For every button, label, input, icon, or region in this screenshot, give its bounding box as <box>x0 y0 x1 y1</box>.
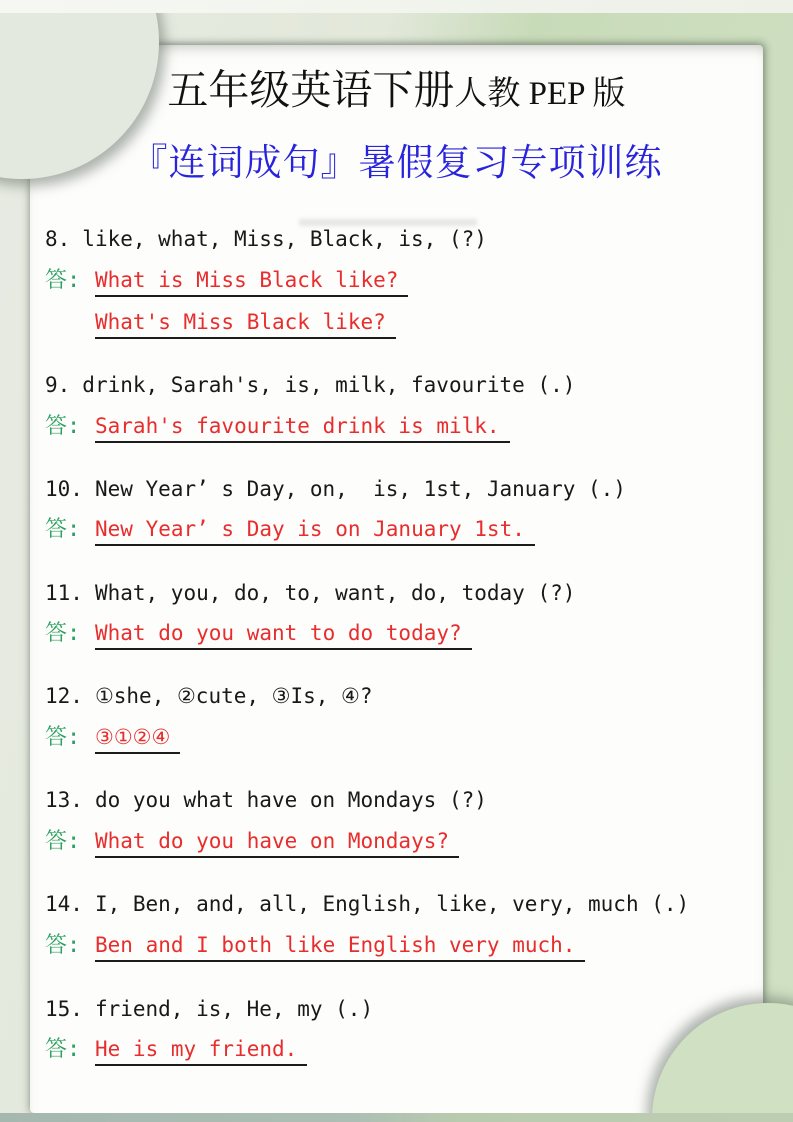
question-number: 9. <box>45 373 71 397</box>
page-title-main: 五年级英语下册 <box>167 67 455 113</box>
question-number: 13. <box>45 788 83 812</box>
answer-row-14 <box>45 933 585 958</box>
question-number: 15. <box>45 997 83 1021</box>
bottom-edge-strip <box>0 1113 793 1122</box>
answer-row-12 <box>45 725 180 750</box>
answer-text: What do you have on Mondays? <box>95 829 459 858</box>
question-line-14 <box>45 892 689 916</box>
question-text: What, you, do, to, want, do, today (?) <box>94 581 576 605</box>
question-text: like, what, Miss, Black, is, (?) <box>82 227 487 251</box>
question-number: 8. <box>45 227 71 251</box>
answer-label: 答: <box>45 725 81 750</box>
question-line-10 <box>45 477 626 501</box>
top-edge-strip <box>0 0 793 13</box>
answer-label: 答: <box>45 268 81 293</box>
answer-label: 答: <box>45 829 81 854</box>
page-subtitle: 『连词成句』暑假复习专项训练 <box>130 143 663 184</box>
page-title <box>30 57 763 116</box>
answer-text: Sarah's favourite drink is milk. <box>95 414 510 443</box>
answer-label: 答: <box>45 933 81 958</box>
answer-row-10 <box>45 517 535 542</box>
answer-row-8b <box>95 310 396 334</box>
question-number: 12. <box>45 684 83 708</box>
question-number: 14. <box>45 892 83 916</box>
answer-label: 答: <box>45 517 81 542</box>
answer-text: Ben and I both like English very much. <box>95 933 585 962</box>
question-line-8 <box>45 227 487 251</box>
question-text: New Year’ s Day, on, is, 1st, January (.) <box>94 477 626 501</box>
scan-artifact <box>299 219 477 226</box>
question-text: do you what have on Mondays (?) <box>94 788 487 812</box>
question-text: drink, Sarah's, is, milk, favourite (.) <box>82 373 576 397</box>
question-text: ①she, ②cute, ③Is, ④? <box>94 684 373 708</box>
answer-text: What do you want to do today? <box>95 621 472 650</box>
page-title-suffix: 人教 PEP 版 <box>454 76 626 112</box>
question-line-15 <box>45 997 373 1021</box>
question-line-13 <box>45 788 487 812</box>
answer-row-15 <box>45 1037 307 1062</box>
answer-row-9 <box>45 414 510 439</box>
answer-row-13 <box>45 829 459 854</box>
question-text: friend, is, He, my (.) <box>94 997 374 1021</box>
question-number: 11. <box>45 581 83 605</box>
answer-label: 答: <box>45 414 81 439</box>
answer-row-11 <box>45 621 472 646</box>
question-line-9 <box>45 373 575 397</box>
answer-row-8a <box>45 268 408 293</box>
question-line-12 <box>45 684 373 708</box>
question-number: 10. <box>45 477 83 501</box>
question-text: I, Ben, and, all, English, like, very, much (.) <box>94 892 690 916</box>
question-line-11 <box>45 581 575 605</box>
answer-text: He is my friend. <box>95 1037 307 1066</box>
answer-label: 答: <box>45 1037 81 1062</box>
answer-label: 答: <box>45 621 81 646</box>
answer-text: New Year’ s Day is on January 1st. <box>95 517 535 546</box>
answer-text: What's Miss Black like? <box>95 310 396 339</box>
answer-text: ③①②④ <box>95 725 180 754</box>
answer-text: What is Miss Black like? <box>95 268 408 297</box>
